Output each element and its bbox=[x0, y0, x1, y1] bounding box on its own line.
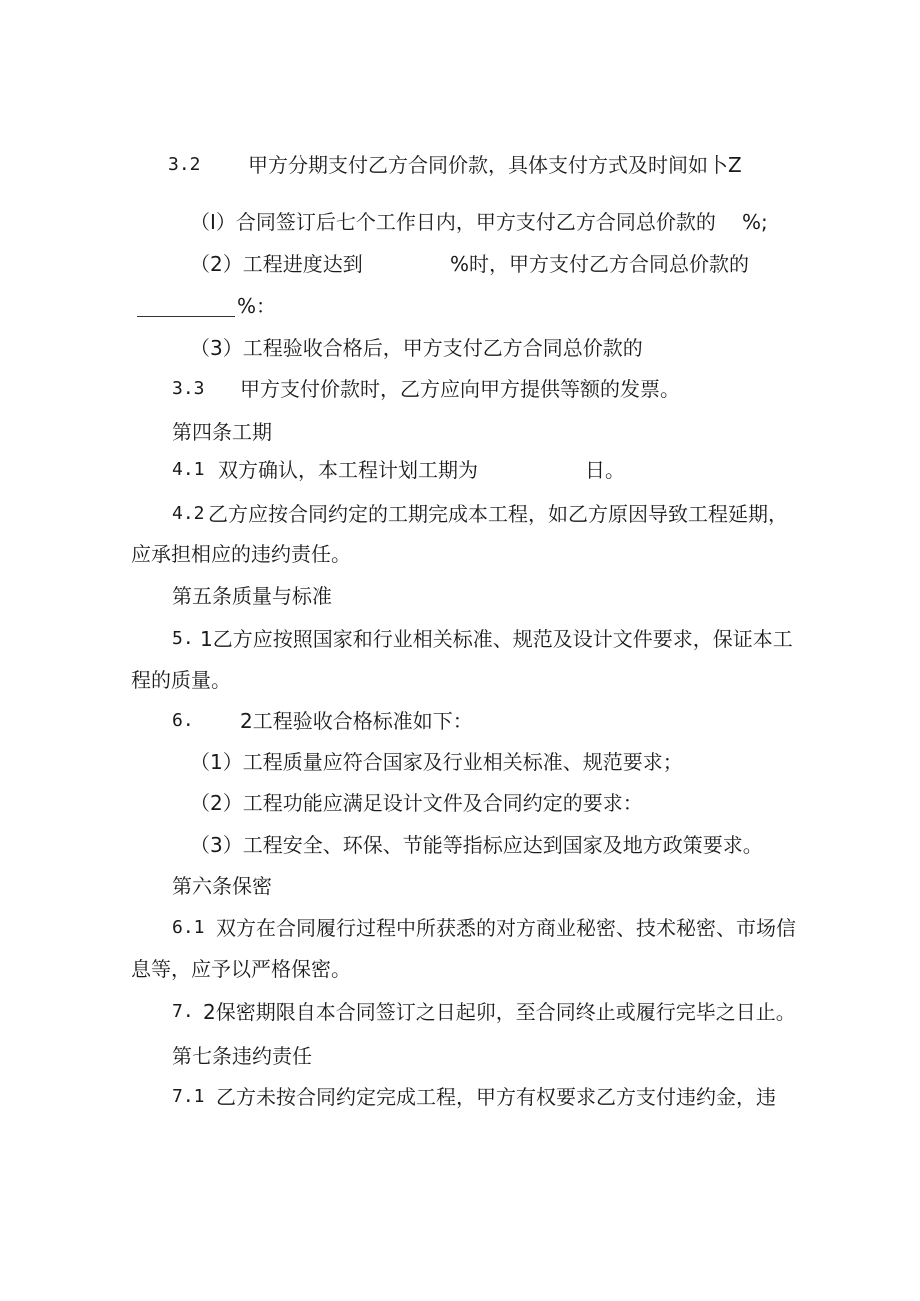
clause-number: 6. bbox=[172, 710, 194, 731]
payment-item-1: （I）合同签订后七个工作日内，甲方支付乙方合同总价款的 bbox=[190, 210, 716, 234]
clause-text: 甲方支付价款时，乙方应向甲方提供等额的发票。 bbox=[240, 377, 680, 401]
clause-text: 双方确认，本工程计划工期为 bbox=[218, 458, 478, 482]
clause-text: 双方在合同履行过程中所获悉的对方商业秘密、技术秘密、市场信 bbox=[216, 916, 796, 940]
criteria-item: （3）工程安全、环保、节能等指标应达到国家及地方政策要求。 bbox=[190, 833, 763, 857]
clause-continuation: 程的质量。 bbox=[131, 668, 231, 692]
clause-number: 6.1 bbox=[172, 917, 205, 938]
clause-number: 3.2 bbox=[168, 154, 201, 175]
clause-number: 3.3 bbox=[172, 378, 205, 399]
payment-item-2: （2）工程进度达到 bbox=[190, 252, 363, 276]
article-heading: 第五条质量与标准 bbox=[172, 584, 332, 608]
clause-suffix: 日。 bbox=[585, 458, 625, 482]
clause-continuation: 应承担相应的违约责任。 bbox=[131, 542, 351, 566]
clause-number: 7. bbox=[172, 1001, 194, 1022]
clause-text: 乙方应按合同约定的工期完成本工程，如乙方原因导致工程延期， bbox=[208, 502, 788, 526]
payment-item-1-percent: %; bbox=[742, 210, 768, 234]
article-heading: 第六条保密 bbox=[172, 874, 272, 898]
clause-number: 4.1 bbox=[172, 459, 205, 480]
clause-number: 5. bbox=[172, 628, 194, 649]
article-heading: 第四条工期 bbox=[172, 420, 272, 444]
clause-text: 1乙方应按照国家和行业相关标准、规范及设计文件要求，保证本工 bbox=[200, 627, 793, 651]
clause-text: 2工程验收合格标准如下： bbox=[240, 709, 473, 733]
payment-item-2-percent: %： bbox=[237, 294, 277, 318]
criteria-item: （1）工程质量应符合国家及行业相关标准、规范要求； bbox=[190, 750, 683, 774]
article-heading: 第七条违约责任 bbox=[172, 1044, 312, 1068]
clause-continuation: 息等，应予以严格保密。 bbox=[131, 957, 351, 981]
payment-item-3: （3）工程验收合格后，甲方支付乙方合同总价款的 bbox=[190, 336, 643, 360]
clause-text: 乙方未按合同约定完成工程，甲方有权要求乙方支付违约金，违 bbox=[216, 1085, 776, 1109]
clause-number: 4.2 bbox=[172, 503, 205, 524]
payment-item-2-after-blank: %时，甲方支付乙方合同总价款的 bbox=[450, 252, 750, 276]
clause-text: 甲方分期支付乙方合同价款，具体支付方式及时间如卜Z bbox=[248, 153, 742, 177]
clause-number: 7.1 bbox=[172, 1086, 205, 1107]
criteria-item: （2）工程功能应满足设计文件及合同约定的要求： bbox=[190, 791, 643, 815]
fill-in-blank bbox=[137, 294, 235, 317]
clause-text: 2保密期限自本合同签订之日起卯，至合同终止或履行完毕之日止。 bbox=[203, 1000, 796, 1024]
